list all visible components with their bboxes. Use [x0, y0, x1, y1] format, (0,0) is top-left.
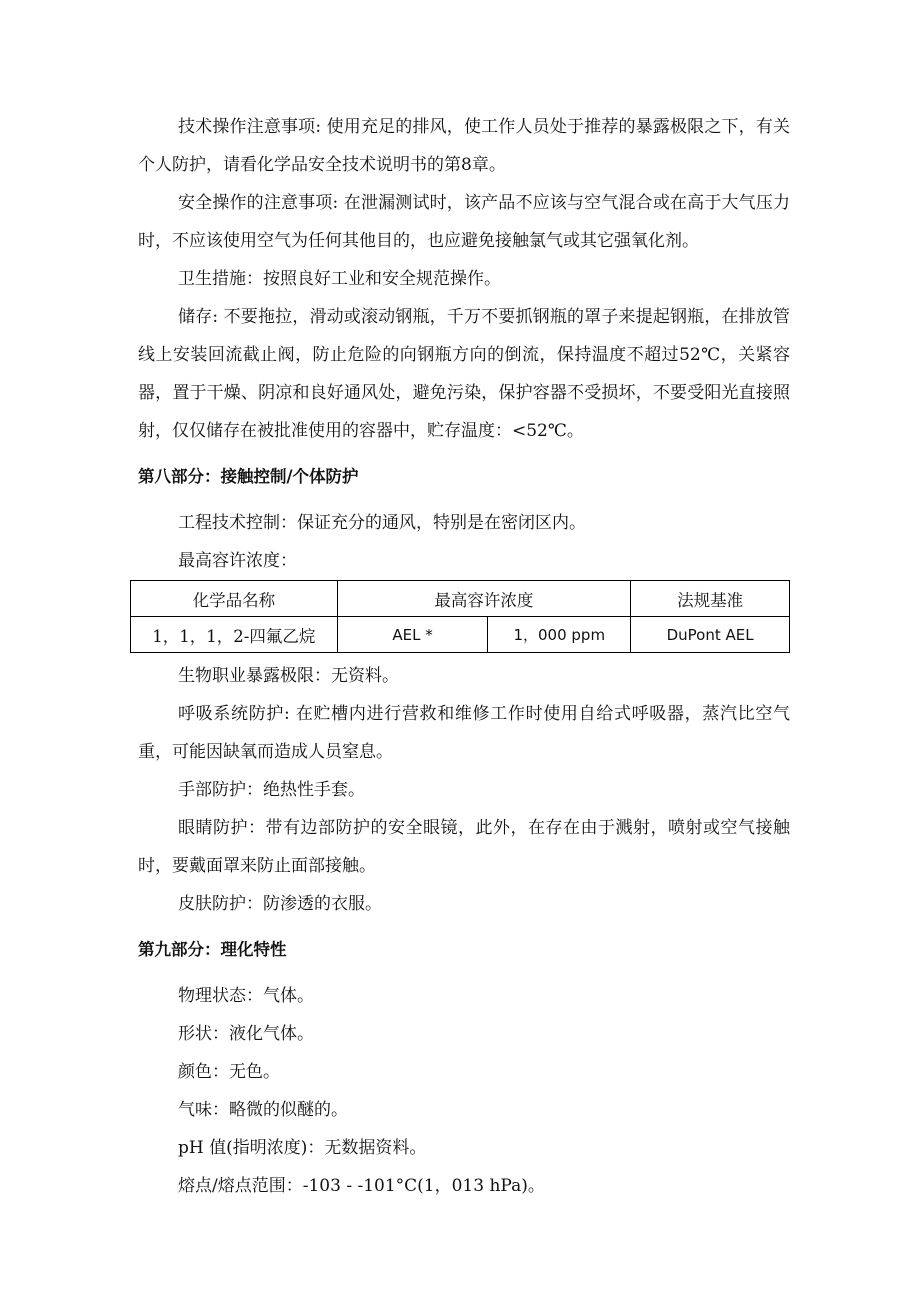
table-cell: AEL * [337, 617, 488, 653]
respiratory-protection: 呼吸系统防护: 在贮槽内进行营救和维修工作时使用自给式呼吸器，蒸汽比空气重，可能因缺氧而造成人员窒息。 [138, 704, 790, 762]
section-9-heading: 第九部分：理化特性 [138, 940, 287, 959]
physical-state: 物理状态：气体。 [178, 986, 314, 1006]
document-page [138, 108, 790, 1205]
melting-point: 熔点/熔点范围：-103 - -101°C(1，013 hPa)。 [178, 1176, 545, 1196]
storage-note: 储存: 不要拖拉，滑动或滚动钢瓶，千万不要抓钢瓶的罩子来提起钢瓶，在排放管线上安装回流截止阀，防止危险的向钢瓶方向的倒流，保持温度不超过52℃，关紧容器，置于干燥、阴凉和良好通风处，避免污染，保护容器不受损坏，不要受阳光直接照射，仅仅储存在被批准使用的容器中，贮存温度：<52℃。 [138, 307, 790, 441]
tech-operation-note: 技术操作注意事项: 使用充足的排风，使工作人员处于推荐的暴露极限之下，有关个人防护，请看化学品安全技术说明书的第8章。 [138, 117, 790, 175]
table-header-cell: 化学品名称 [131, 581, 338, 617]
form: 形状：液化气体。 [178, 1024, 314, 1044]
hygiene-measures: 卫生措施：按照良好工业和安全规范操作。 [178, 269, 501, 289]
skin-protection: 皮肤防护：防渗透的衣服。 [178, 894, 382, 914]
bio-exposure-limit: 生物职业暴露极限：无资料。 [178, 666, 399, 686]
table-header-row [131, 581, 790, 617]
table-cell: 1，000 ppm [488, 617, 631, 653]
max-concentration-label: 最高容许浓度： [178, 551, 297, 571]
ph-value: pH 值(指明浓度)：无数据资料。 [178, 1138, 427, 1158]
table-cell: DuPont AEL [631, 617, 790, 653]
table-header-cell: 法规基准 [631, 581, 790, 617]
table-header-cell: 最高容许浓度 [337, 581, 631, 617]
exposure-limit-table [130, 580, 790, 653]
eye-protection: 眼睛防护：带有边部防护的安全眼镜，此外，在存在由于溅射，喷射或空气接触时，要戴面罩来防止面部接触。 [138, 818, 790, 876]
hand-protection: 手部防护：绝热性手套。 [178, 780, 365, 800]
table-row [131, 617, 790, 653]
table-cell: 1，1，1，2-四氟乙烷 [131, 617, 338, 653]
safe-operation-note: 安全操作的注意事项: 在泄漏测试时，该产品不应该与空气混合或在高于大气压力时，不应该使用空气为任何其他目的，也应避免接触氯气或其它强氧化剂。 [138, 193, 790, 251]
engineering-control: 工程技术控制：保证充分的通风，特别是在密闭区内。 [178, 513, 586, 533]
color: 颜色：无色。 [178, 1062, 280, 1082]
odor: 气味：略微的似醚的。 [178, 1100, 348, 1120]
section-8-heading: 第八部分：接触控制/个体防护 [138, 467, 359, 486]
